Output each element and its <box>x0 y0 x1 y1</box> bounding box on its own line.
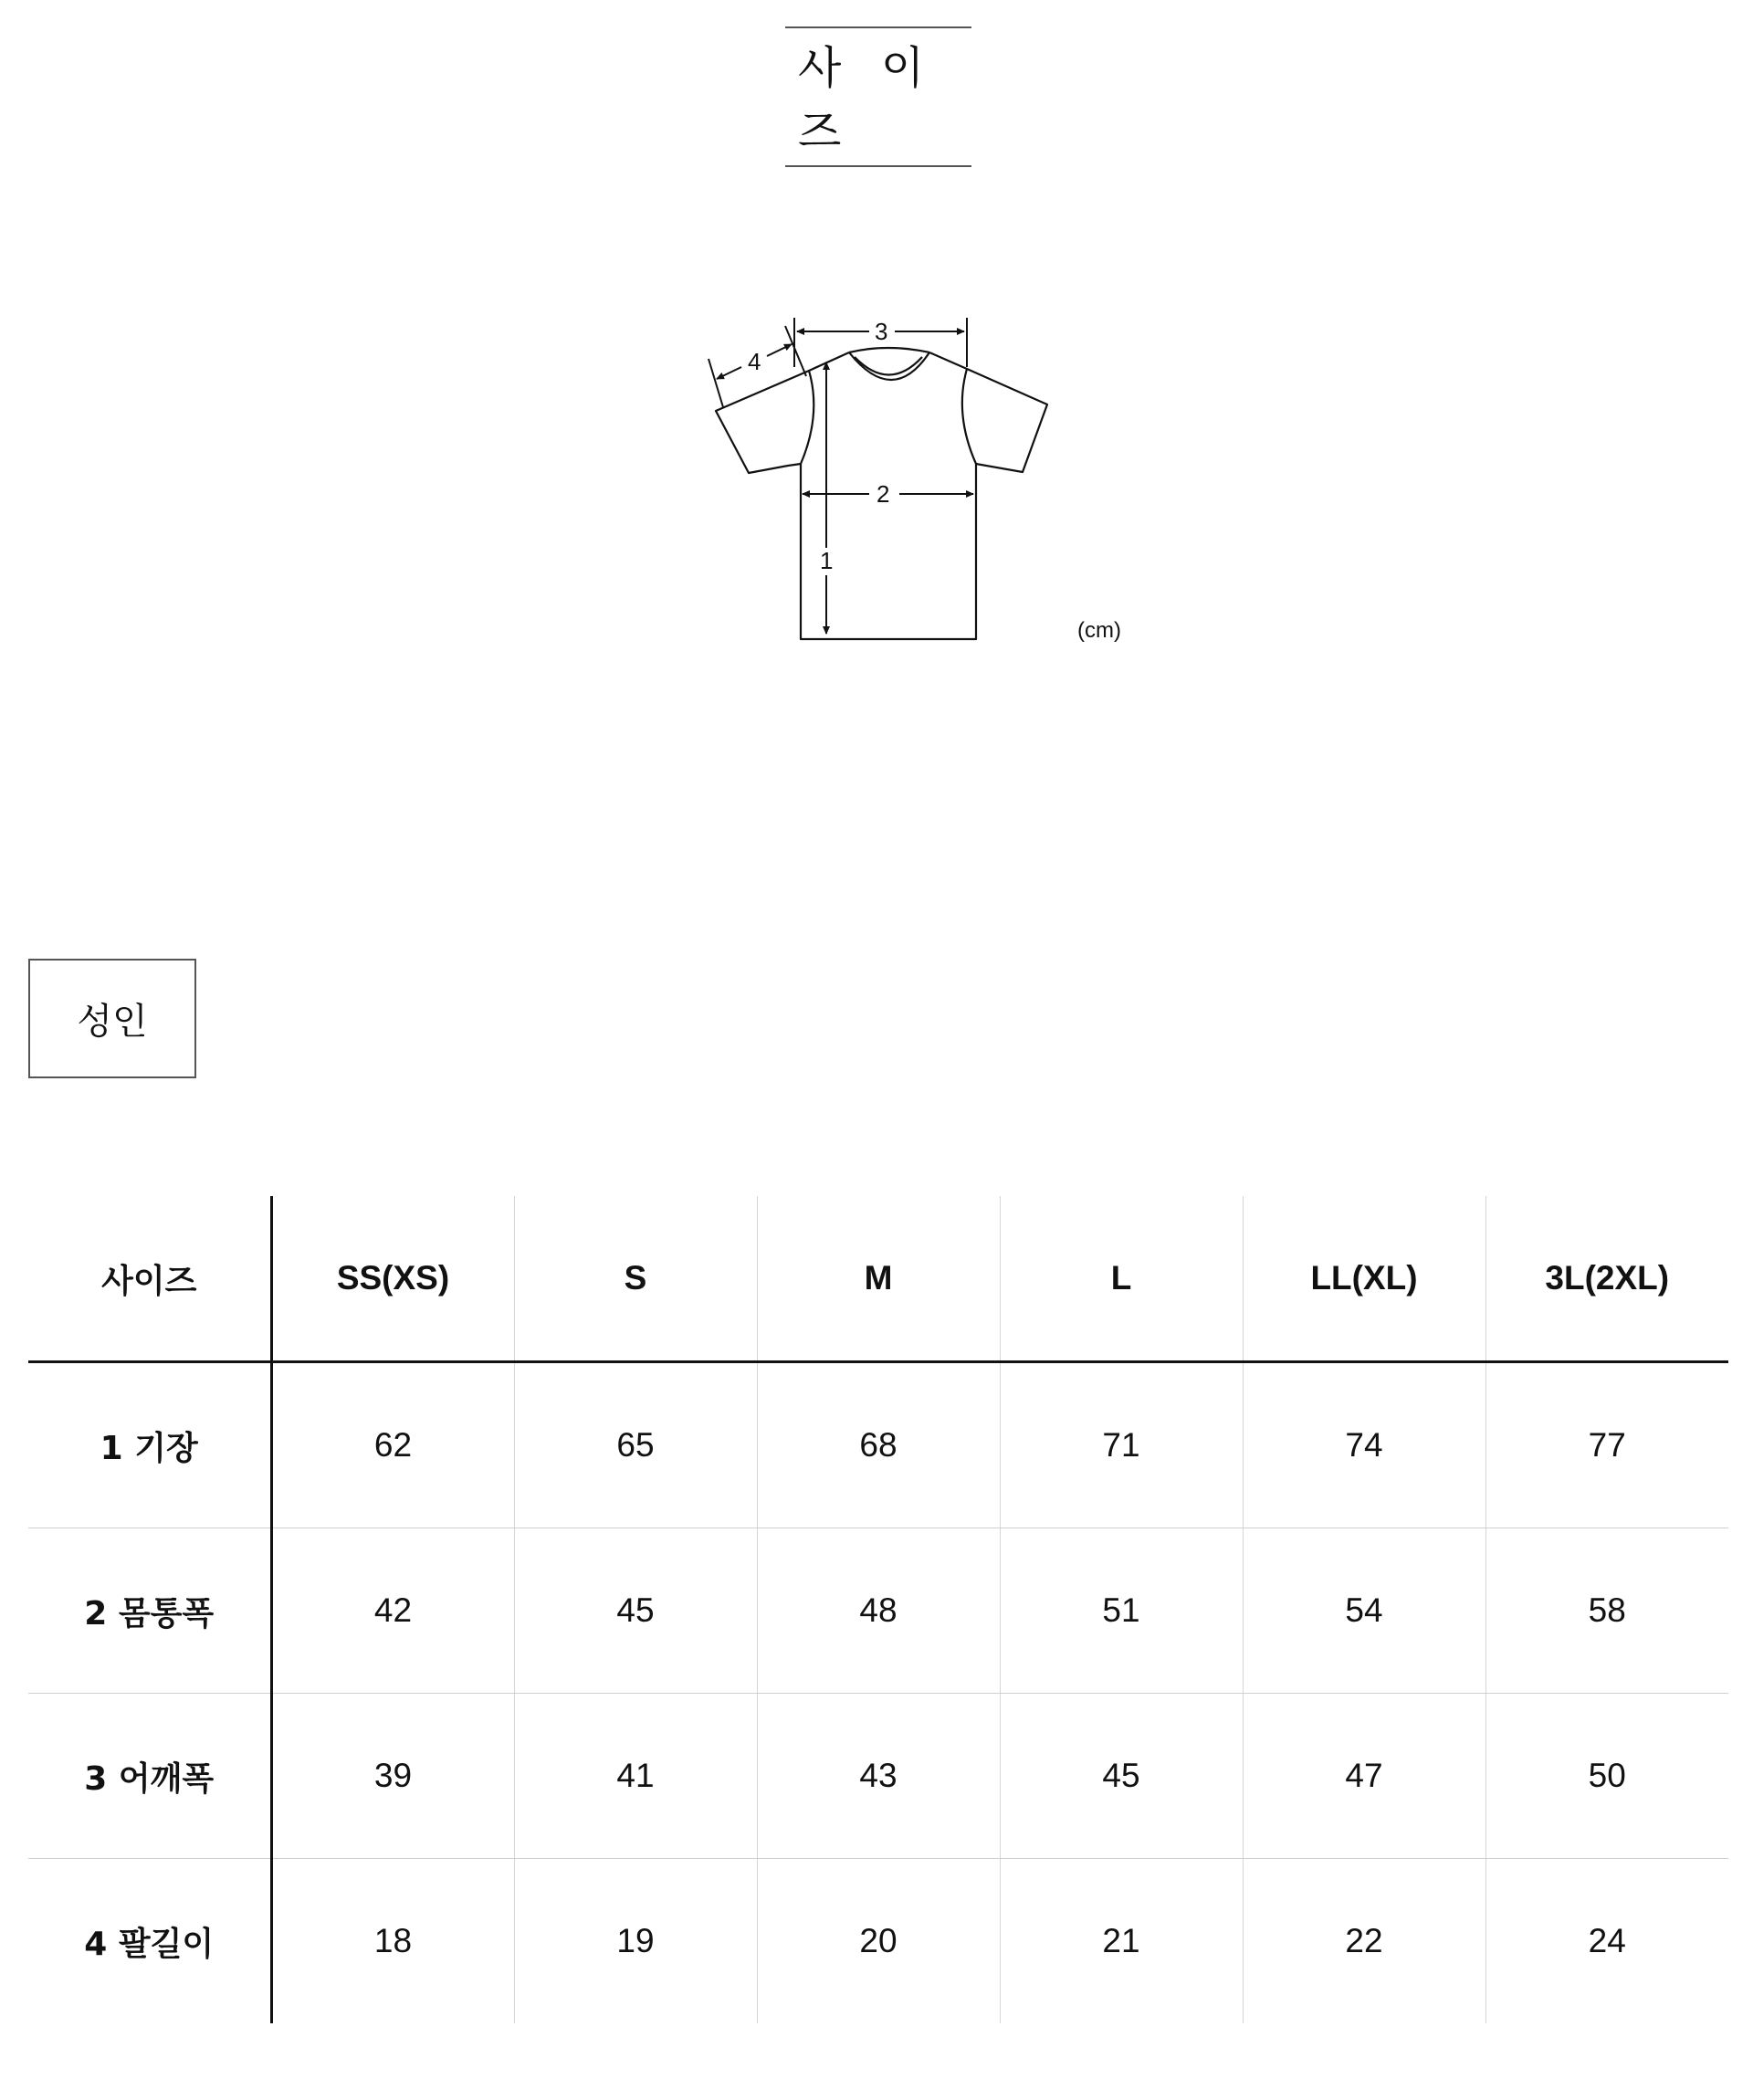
table-cell: 47 <box>1243 1694 1485 1859</box>
size-table <box>28 1196 1728 2023</box>
table-cell: 42 <box>271 1528 514 1694</box>
table-cell: 65 <box>514 1362 757 1528</box>
table-row <box>28 1528 1728 1694</box>
diagram-unit: (cm) <box>1077 618 1121 643</box>
size-header: LL(XL) <box>1243 1196 1485 1362</box>
table-header-row <box>28 1196 1728 1362</box>
table-cell: 45 <box>514 1528 757 1694</box>
table-cell: 19 <box>514 1859 757 2024</box>
table-cell: 58 <box>1485 1528 1728 1694</box>
table-row <box>28 1694 1728 1859</box>
page-title-block <box>785 26 971 167</box>
diagram-label-3: 3 <box>875 318 888 345</box>
table-cell: 48 <box>757 1528 1000 1694</box>
table-cell: 18 <box>271 1859 514 2024</box>
size-header: L <box>1000 1196 1243 1362</box>
table-cell: 51 <box>1000 1528 1243 1694</box>
diagram-label-2: 2 <box>876 480 890 508</box>
table-row <box>28 1362 1728 1528</box>
table-cell: 54 <box>1243 1528 1485 1694</box>
diagram-label-1: 1 <box>820 547 834 574</box>
table-cell: 43 <box>757 1694 1000 1859</box>
table-cell: 62 <box>271 1362 514 1528</box>
row-label: 4 팔길이 <box>28 1859 271 2024</box>
table-cell: 22 <box>1243 1859 1485 2024</box>
table-row <box>28 1859 1728 2024</box>
table-cell: 45 <box>1000 1694 1243 1859</box>
tshirt-measurement-diagram <box>676 301 1150 667</box>
table-cell: 20 <box>757 1859 1000 2024</box>
row-label: 2 몸통폭 <box>28 1528 271 1694</box>
size-header: SS(XS) <box>271 1196 514 1362</box>
table-cell: 41 <box>514 1694 757 1859</box>
page-title: 사 이 즈 <box>798 42 938 158</box>
table-cell: 39 <box>271 1694 514 1859</box>
table-cell: 68 <box>757 1362 1000 1528</box>
row-label: 1 기장 <box>28 1362 271 1528</box>
diagram-label-4: 4 <box>748 348 761 375</box>
table-cell: 71 <box>1000 1362 1243 1528</box>
table-cell: 24 <box>1588 1922 1626 1959</box>
table-header-label: 사이즈 <box>28 1196 271 1362</box>
table-cell: 77 <box>1485 1362 1728 1528</box>
table-cell: 74 <box>1243 1362 1485 1528</box>
table-cell: 50 <box>1485 1694 1728 1859</box>
row-label: 3 어깨폭 <box>28 1694 271 1859</box>
size-header: M <box>757 1196 1000 1362</box>
size-header: 3L(2XL) <box>1485 1196 1728 1362</box>
tab-adult[interactable]: 성인 <box>28 959 196 1078</box>
table-cell: 21 <box>1000 1859 1243 2024</box>
size-header: S <box>514 1196 757 1362</box>
